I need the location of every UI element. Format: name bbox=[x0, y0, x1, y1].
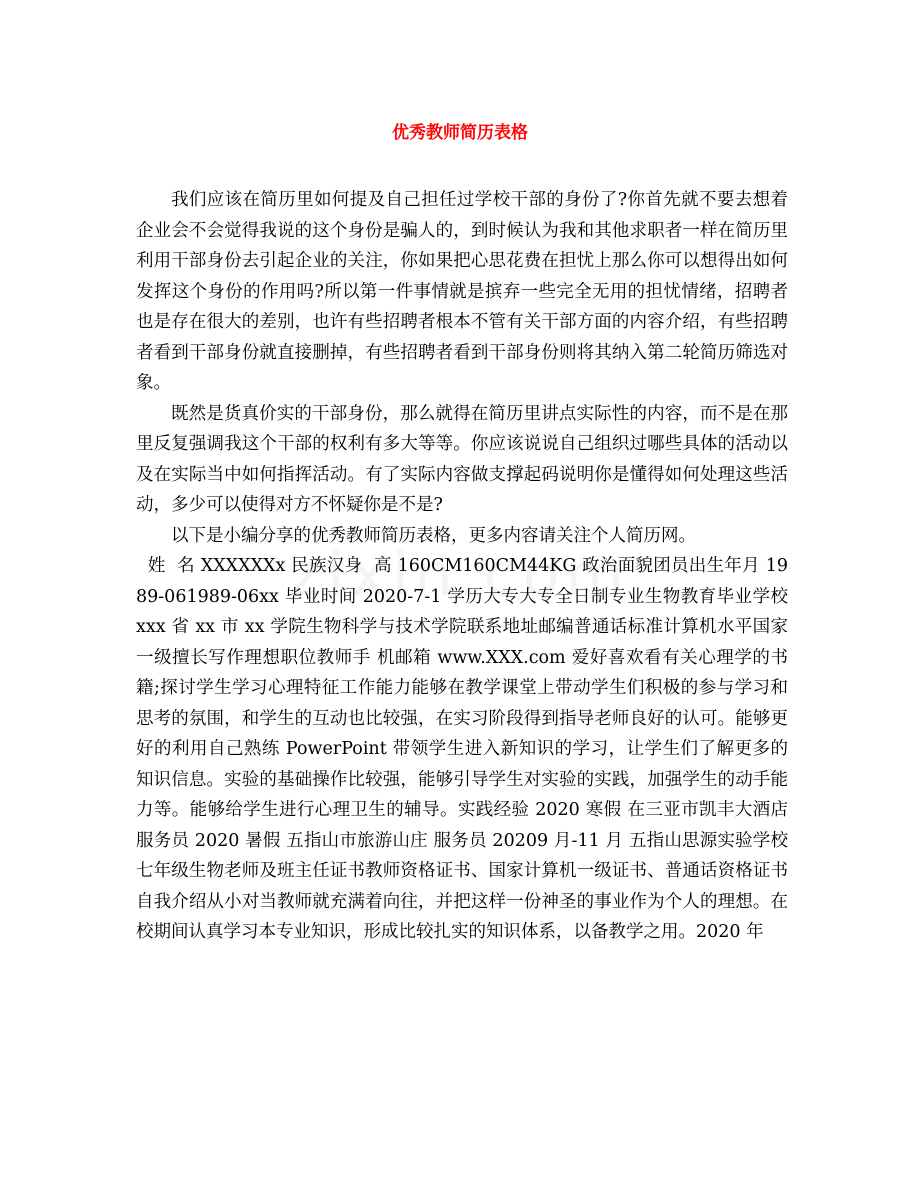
document-title: 优秀教师简历表格 bbox=[392, 123, 528, 143]
paragraph-resume-table: 姓 名 XXXXXXx 民族汉身 高 160CM160CM44KG 政治面貌团员出生年月 1989-061989-06xx 毕业时间 2020-7-1 学历大专大专全日制专业生物教育毕业学校 xxx 省 xx 市 xx 学院生物科学与技术学院联系地址邮编普通话标准计算机水平国家一级擅长写作理想职位教师手 机邮箱 www.XXX.com 爱好喜欢看有关心理学的书籍;探讨学生学习心理特征工作能力能够在教学课堂上带动学生们积极的参与学习和思考的氛围，和学生的互动也比较强，在实习阶段得到指导老师良好的认可。能够更好的利用自己熟练 PowerPoint 带领学生进入新知识的学习，让学生们了解更多的知识信息。实验的基础操作比较强，能够引导学生对实验的实践，加强学生的动手能力等。能够给学生进行心理卫生的辅导。实践经验 2020 寒假 在三亚市凯丰大酒店服务员 2020 暑假 五指山市旅游山庄 服务员 20209 月-11 月 五指山思源实验学校 七年级生物老师及班主任证书教师资格证书、国家计算机一级证书、普通话资格证书自我介绍从小对当教师就充满着向往，并把这样一份神圣的事业作为个人的理想。在校期间认真学习本专业知识，形成比较扎实的知识体系，以备教学之用。2020 年 bbox=[136, 556, 794, 942]
paragraph-cadre-identity: 既然是货真价实的干部身份，那么就得在简历里讲点实际性的内容，而不是在那里反复强调我这个干部的权利有多大等等。你应该说说自己组织过哪些具体的活动以及在实际当中如何指挥活动。有了实际内容做支撑起码说明你是懂得如何处理这些活动，多少可以使得对方不怀疑你是不是? bbox=[136, 403, 788, 515]
paragraph-intro: 我们应该在简历里如何提及自己担任过学校干部的身份了?你首先就不要去想着企业会不会觉得我说的这个身份是骗人的，到时候认为我和其他求职者一样在简历里利用干部身份去引起企业的关注，你如果把心思花费在担忧上那么你可以想得出如何发挥这个身份的作用吗?所以第一件事情就是摈弃一些完全无用的担忧情绪，招聘者也是存在很大的差别，也许有些招聘者根本不管有关干部方面的内容介绍，有些招聘者看到干部身份就直接删掉，有些招聘者看到干部身份则将其纳入第二轮简历筛选对象。 bbox=[136, 190, 788, 393]
document-body bbox=[136, 185, 794, 948]
paragraph-share-note: 以下是小编分享的优秀教师简历表格，更多内容请关注个人简历网。 bbox=[171, 525, 696, 546]
